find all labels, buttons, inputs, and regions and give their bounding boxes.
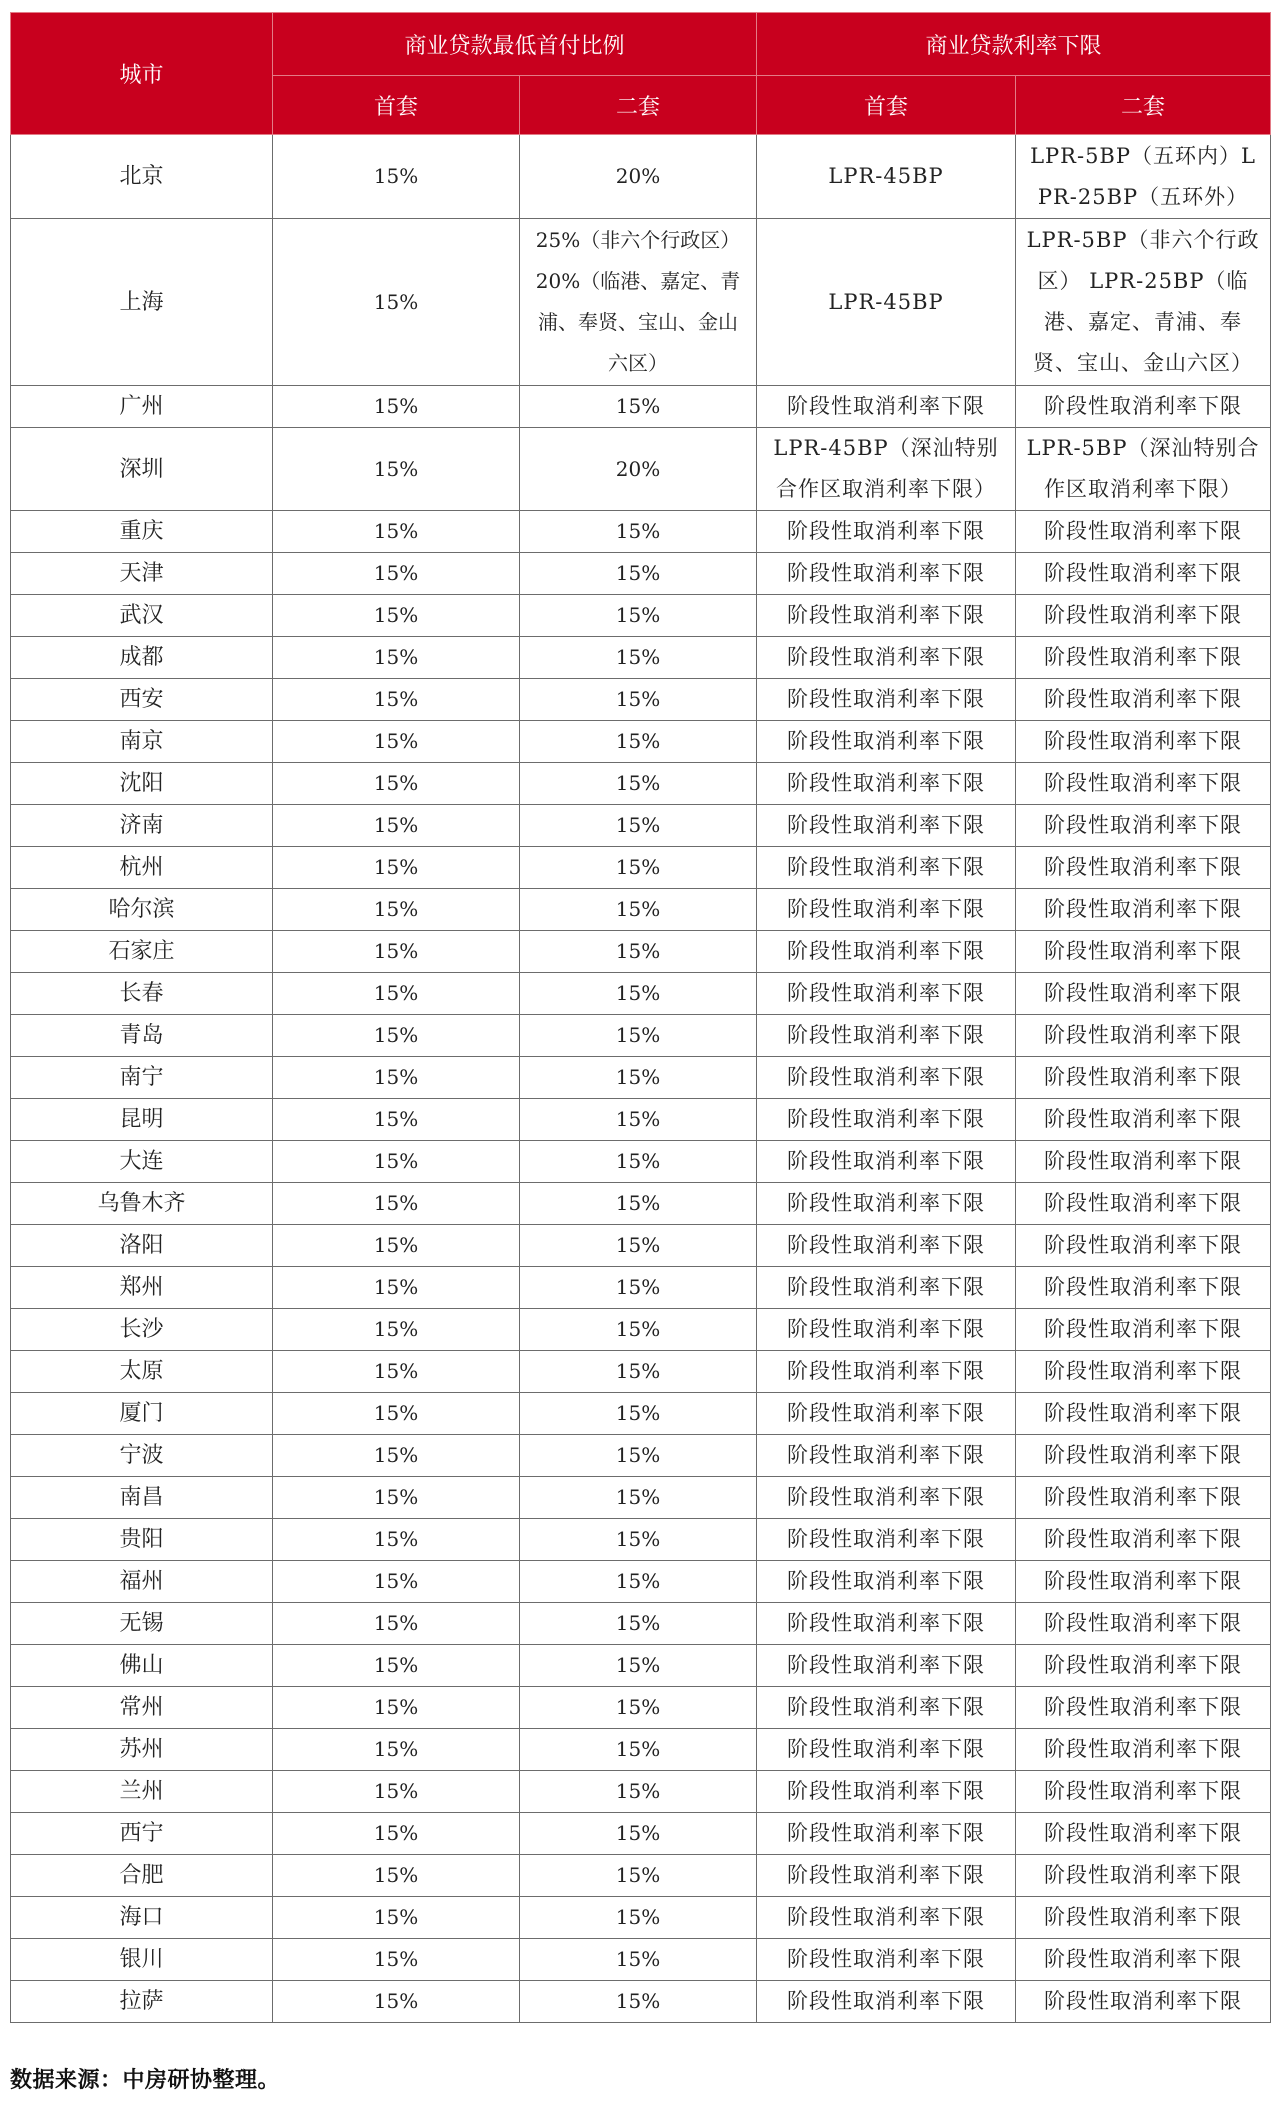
- cell-city: 宁波: [11, 1435, 273, 1477]
- header-dp-second: 二套: [520, 76, 757, 135]
- cell-down-payment-first: 15%: [273, 721, 520, 763]
- cell-rate-second: 阶段性取消利率下限: [1016, 1897, 1271, 1939]
- cell-down-payment-first: 15%: [273, 1393, 520, 1435]
- table-row: [11, 1561, 1271, 1603]
- cell-city: 西安: [11, 679, 273, 721]
- cell-down-payment-first: 15%: [273, 1561, 520, 1603]
- cell-city: 银川: [11, 1939, 273, 1981]
- cell-city: 福州: [11, 1561, 273, 1603]
- cell-city: 青岛: [11, 1015, 273, 1057]
- cell-rate-first: 阶段性取消利率下限: [757, 1897, 1016, 1939]
- cell-rate-first: 阶段性取消利率下限: [757, 1729, 1016, 1771]
- cell-down-payment-first: 15%: [273, 1351, 520, 1393]
- cell-rate-first: LPR-45BP: [757, 219, 1016, 386]
- cell-rate-second: 阶段性取消利率下限: [1016, 1771, 1271, 1813]
- cell-city: 拉萨: [11, 1981, 273, 2023]
- cell-rate-second: 阶段性取消利率下限: [1016, 1015, 1271, 1057]
- cell-rate-first: 阶段性取消利率下限: [757, 889, 1016, 931]
- cell-down-payment-second: 15%: [520, 1393, 757, 1435]
- cell-down-payment-second: 15%: [520, 1645, 757, 1687]
- cell-down-payment-first: 15%: [273, 135, 520, 219]
- cell-city: 石家庄: [11, 931, 273, 973]
- cell-city: 南昌: [11, 1477, 273, 1519]
- header-down-payment-group: 商业贷款最低首付比例: [273, 13, 757, 76]
- cell-down-payment-first: 15%: [273, 973, 520, 1015]
- table-row: [11, 219, 1271, 386]
- cell-city: 杭州: [11, 847, 273, 889]
- cell-city: 苏州: [11, 1729, 273, 1771]
- cell-rate-first: 阶段性取消利率下限: [757, 1477, 1016, 1519]
- cell-rate-first: 阶段性取消利率下限: [757, 1267, 1016, 1309]
- cell-down-payment-second: 25%（非六个行政区）20%（临港、嘉定、青浦、奉贤、宝山、金山六区）: [520, 219, 757, 386]
- table-row: [11, 1477, 1271, 1519]
- cell-rate-second: 阶段性取消利率下限: [1016, 1813, 1271, 1855]
- cell-down-payment-second: 15%: [520, 1435, 757, 1477]
- table-row: [11, 428, 1271, 511]
- cell-down-payment-first: 15%: [273, 1981, 520, 2023]
- header-rate-first: 首套: [757, 76, 1016, 135]
- cell-rate-second: 阶段性取消利率下限: [1016, 637, 1271, 679]
- cell-down-payment-first: 15%: [273, 1477, 520, 1519]
- table-row: [11, 637, 1271, 679]
- cell-down-payment-second: 15%: [520, 1225, 757, 1267]
- cell-rate-second: 阶段性取消利率下限: [1016, 1855, 1271, 1897]
- cell-rate-second: 阶段性取消利率下限: [1016, 553, 1271, 595]
- cell-down-payment-first: 15%: [273, 1813, 520, 1855]
- cell-rate-first: 阶段性取消利率下限: [757, 763, 1016, 805]
- cell-down-payment-first: 15%: [273, 1897, 520, 1939]
- table-row: [11, 135, 1271, 219]
- cell-down-payment-first: 15%: [273, 219, 520, 386]
- cell-rate-second: 阶段性取消利率下限: [1016, 931, 1271, 973]
- cell-rate-first: 阶段性取消利率下限: [757, 931, 1016, 973]
- cell-down-payment-second: 15%: [520, 931, 757, 973]
- cell-down-payment-first: 15%: [273, 1015, 520, 1057]
- table-row: [11, 1771, 1271, 1813]
- cell-city: 贵阳: [11, 1519, 273, 1561]
- cell-rate-first: 阶段性取消利率下限: [757, 1099, 1016, 1141]
- cell-rate-first: 阶段性取消利率下限: [757, 1015, 1016, 1057]
- cell-rate-second: 阶段性取消利率下限: [1016, 1939, 1271, 1981]
- cell-down-payment-second: 15%: [520, 889, 757, 931]
- cell-down-payment-first: 15%: [273, 511, 520, 553]
- cell-rate-first: 阶段性取消利率下限: [757, 1519, 1016, 1561]
- cell-city: 南宁: [11, 1057, 273, 1099]
- cell-rate-second: 阶段性取消利率下限: [1016, 721, 1271, 763]
- table-row: [11, 721, 1271, 763]
- cell-rate-second: 阶段性取消利率下限: [1016, 511, 1271, 553]
- cell-city: 长春: [11, 973, 273, 1015]
- cell-city: 重庆: [11, 511, 273, 553]
- table-row: [11, 1687, 1271, 1729]
- cell-rate-second: 阶段性取消利率下限: [1016, 1267, 1271, 1309]
- cell-down-payment-second: 15%: [520, 1981, 757, 2023]
- cell-rate-first: 阶段性取消利率下限: [757, 1645, 1016, 1687]
- cell-rate-first: 阶段性取消利率下限: [757, 386, 1016, 428]
- table-row: [11, 1267, 1271, 1309]
- table-row: [11, 595, 1271, 637]
- cell-rate-first: 阶段性取消利率下限: [757, 973, 1016, 1015]
- cell-down-payment-first: 15%: [273, 1939, 520, 1981]
- cell-city: 兰州: [11, 1771, 273, 1813]
- table-row: [11, 386, 1271, 428]
- cell-city: 哈尔滨: [11, 889, 273, 931]
- cell-rate-second: 阶段性取消利率下限: [1016, 889, 1271, 931]
- table-row: [11, 1519, 1271, 1561]
- table-row: [11, 805, 1271, 847]
- cell-rate-second: 阶段性取消利率下限: [1016, 1141, 1271, 1183]
- cell-city: 南京: [11, 721, 273, 763]
- table-row: [11, 1183, 1271, 1225]
- cell-city: 深圳: [11, 428, 273, 511]
- cell-down-payment-second: 15%: [520, 1729, 757, 1771]
- cell-down-payment-first: 15%: [273, 1267, 520, 1309]
- cell-down-payment-second: 15%: [520, 1015, 757, 1057]
- cell-rate-second: 阶段性取消利率下限: [1016, 1477, 1271, 1519]
- header-rate-second: 二套: [1016, 76, 1271, 135]
- table-row: [11, 1141, 1271, 1183]
- cell-city: 成都: [11, 637, 273, 679]
- cell-rate-first: 阶段性取消利率下限: [757, 1687, 1016, 1729]
- cell-rate-second: LPR-5BP（深汕特别合作区取消利率下限）: [1016, 428, 1271, 511]
- cell-city: 济南: [11, 805, 273, 847]
- table-row: [11, 1099, 1271, 1141]
- cell-city: 沈阳: [11, 763, 273, 805]
- cell-rate-second: 阶段性取消利率下限: [1016, 1057, 1271, 1099]
- cell-rate-first: 阶段性取消利率下限: [757, 1183, 1016, 1225]
- cell-rate-second: 阶段性取消利率下限: [1016, 679, 1271, 721]
- cell-down-payment-second: 15%: [520, 595, 757, 637]
- cell-rate-second: 阶段性取消利率下限: [1016, 1435, 1271, 1477]
- cell-city: 常州: [11, 1687, 273, 1729]
- cell-city: 武汉: [11, 595, 273, 637]
- cell-rate-first: 阶段性取消利率下限: [757, 1813, 1016, 1855]
- cell-city: 海口: [11, 1897, 273, 1939]
- cell-rate-first: 阶段性取消利率下限: [757, 1981, 1016, 2023]
- cell-down-payment-first: 15%: [273, 1435, 520, 1477]
- cell-rate-second: 阶段性取消利率下限: [1016, 763, 1271, 805]
- data-source-note: 数据来源：中房研协整理。: [10, 2068, 281, 2093]
- cell-down-payment-second: 15%: [520, 763, 757, 805]
- cell-down-payment-second: 15%: [520, 1687, 757, 1729]
- cell-down-payment-second: 15%: [520, 637, 757, 679]
- cell-rate-first: LPR-45BP: [757, 135, 1016, 219]
- cell-down-payment-second: 15%: [520, 1351, 757, 1393]
- cell-down-payment-first: 15%: [273, 847, 520, 889]
- cell-down-payment-second: 15%: [520, 386, 757, 428]
- cell-rate-first: 阶段性取消利率下限: [757, 805, 1016, 847]
- cell-rate-first: 阶段性取消利率下限: [757, 1351, 1016, 1393]
- cell-down-payment-first: 15%: [273, 1729, 520, 1771]
- cell-down-payment-second: 15%: [520, 1771, 757, 1813]
- cell-down-payment-first: 15%: [273, 1057, 520, 1099]
- mortgage-policy-table: [10, 12, 1271, 2023]
- cell-down-payment-first: 15%: [273, 553, 520, 595]
- cell-city: 无锡: [11, 1603, 273, 1645]
- cell-rate-second: 阶段性取消利率下限: [1016, 1225, 1271, 1267]
- cell-rate-second: 阶段性取消利率下限: [1016, 1351, 1271, 1393]
- table-row: [11, 847, 1271, 889]
- cell-city: 合肥: [11, 1855, 273, 1897]
- cell-down-payment-second: 15%: [520, 679, 757, 721]
- cell-rate-second: 阶段性取消利率下限: [1016, 1183, 1271, 1225]
- cell-down-payment-first: 15%: [273, 386, 520, 428]
- cell-rate-second: 阶段性取消利率下限: [1016, 973, 1271, 1015]
- table-row: [11, 1015, 1271, 1057]
- table-row: [11, 1897, 1271, 1939]
- cell-down-payment-second: 15%: [520, 1561, 757, 1603]
- cell-down-payment-first: 15%: [273, 889, 520, 931]
- cell-down-payment-first: 15%: [273, 763, 520, 805]
- cell-rate-first: 阶段性取消利率下限: [757, 1435, 1016, 1477]
- cell-rate-second: 阶段性取消利率下限: [1016, 1687, 1271, 1729]
- cell-rate-second: 阶段性取消利率下限: [1016, 386, 1271, 428]
- cell-city: 北京: [11, 135, 273, 219]
- cell-rate-first: 阶段性取消利率下限: [757, 511, 1016, 553]
- table-row: [11, 511, 1271, 553]
- cell-down-payment-second: 15%: [520, 1813, 757, 1855]
- cell-down-payment-first: 15%: [273, 1519, 520, 1561]
- cell-rate-second: 阶段性取消利率下限: [1016, 1393, 1271, 1435]
- cell-down-payment-second: 15%: [520, 1477, 757, 1519]
- table-row: [11, 1813, 1271, 1855]
- cell-rate-second: 阶段性取消利率下限: [1016, 1561, 1271, 1603]
- cell-rate-first: 阶段性取消利率下限: [757, 847, 1016, 889]
- cell-rate-first: LPR-45BP（深汕特别合作区取消利率下限）: [757, 428, 1016, 511]
- table-row: [11, 1855, 1271, 1897]
- table-row: [11, 889, 1271, 931]
- cell-rate-second: 阶段性取消利率下限: [1016, 1729, 1271, 1771]
- cell-rate-second: 阶段性取消利率下限: [1016, 1981, 1271, 2023]
- cell-city: 郑州: [11, 1267, 273, 1309]
- table-row: [11, 1393, 1271, 1435]
- cell-down-payment-second: 15%: [520, 1519, 757, 1561]
- cell-down-payment-second: 15%: [520, 1855, 757, 1897]
- table-row: [11, 973, 1271, 1015]
- cell-city: 上海: [11, 219, 273, 386]
- policy-table-container: [10, 12, 1270, 2023]
- cell-down-payment-first: 15%: [273, 1225, 520, 1267]
- cell-down-payment-first: 15%: [273, 1855, 520, 1897]
- table-row: [11, 1225, 1271, 1267]
- cell-down-payment-first: 15%: [273, 428, 520, 511]
- cell-rate-first: 阶段性取消利率下限: [757, 1393, 1016, 1435]
- cell-rate-second: 阶段性取消利率下限: [1016, 1645, 1271, 1687]
- table-row: [11, 1981, 1271, 2023]
- cell-down-payment-second: 15%: [520, 805, 757, 847]
- cell-down-payment-second: 15%: [520, 1057, 757, 1099]
- cell-rate-first: 阶段性取消利率下限: [757, 1057, 1016, 1099]
- cell-down-payment-first: 15%: [273, 1309, 520, 1351]
- cell-rate-first: 阶段性取消利率下限: [757, 1141, 1016, 1183]
- cell-rate-first: 阶段性取消利率下限: [757, 637, 1016, 679]
- table-row: [11, 763, 1271, 805]
- cell-city: 乌鲁木齐: [11, 1183, 273, 1225]
- cell-rate-first: 阶段性取消利率下限: [757, 1771, 1016, 1813]
- cell-rate-first: 阶段性取消利率下限: [757, 1603, 1016, 1645]
- cell-down-payment-second: 15%: [520, 1897, 757, 1939]
- cell-down-payment-first: 15%: [273, 679, 520, 721]
- cell-down-payment-second: 15%: [520, 721, 757, 763]
- cell-down-payment-second: 15%: [520, 1939, 757, 1981]
- cell-down-payment-first: 15%: [273, 1687, 520, 1729]
- cell-city: 佛山: [11, 1645, 273, 1687]
- cell-city: 厦门: [11, 1393, 273, 1435]
- cell-rate-second: LPR-5BP（五环内）LPR-25BP（五环外）: [1016, 135, 1271, 219]
- cell-rate-first: 阶段性取消利率下限: [757, 1225, 1016, 1267]
- cell-down-payment-first: 15%: [273, 637, 520, 679]
- cell-rate-second: 阶段性取消利率下限: [1016, 595, 1271, 637]
- cell-city: 广州: [11, 386, 273, 428]
- cell-down-payment-first: 15%: [273, 1141, 520, 1183]
- cell-down-payment-first: 15%: [273, 1099, 520, 1141]
- header-rate-group: 商业贷款利率下限: [757, 13, 1271, 76]
- cell-rate-first: 阶段性取消利率下限: [757, 1309, 1016, 1351]
- cell-city: 长沙: [11, 1309, 273, 1351]
- cell-down-payment-first: 15%: [273, 1603, 520, 1645]
- cell-city: 太原: [11, 1351, 273, 1393]
- cell-rate-first: 阶段性取消利率下限: [757, 679, 1016, 721]
- cell-rate-second: 阶段性取消利率下限: [1016, 1603, 1271, 1645]
- cell-city: 大连: [11, 1141, 273, 1183]
- cell-down-payment-second: 15%: [520, 1309, 757, 1351]
- table-row: [11, 1309, 1271, 1351]
- cell-rate-first: 阶段性取消利率下限: [757, 1855, 1016, 1897]
- table-row: [11, 1057, 1271, 1099]
- cell-down-payment-second: 15%: [520, 847, 757, 889]
- cell-down-payment-first: 15%: [273, 1771, 520, 1813]
- table-header: [11, 13, 1271, 135]
- cell-down-payment-second: 15%: [520, 1099, 757, 1141]
- cell-city: 昆明: [11, 1099, 273, 1141]
- table-row: [11, 1939, 1271, 1981]
- cell-down-payment-second: 15%: [520, 553, 757, 595]
- table-row: [11, 1351, 1271, 1393]
- table-row: [11, 1645, 1271, 1687]
- cell-down-payment-second: 15%: [520, 973, 757, 1015]
- header-city: 城市: [11, 13, 273, 135]
- cell-rate-second: 阶段性取消利率下限: [1016, 805, 1271, 847]
- cell-rate-first: 阶段性取消利率下限: [757, 1561, 1016, 1603]
- cell-down-payment-second: 15%: [520, 1267, 757, 1309]
- cell-down-payment-second: 20%: [520, 428, 757, 511]
- cell-down-payment-first: 15%: [273, 595, 520, 637]
- cell-rate-second: 阶段性取消利率下限: [1016, 1519, 1271, 1561]
- cell-rate-second: LPR-5BP（非六个行政区） LPR-25BP（临港、嘉定、青浦、奉贤、宝山、金山六区）: [1016, 219, 1271, 386]
- table-row: [11, 1603, 1271, 1645]
- cell-down-payment-first: 15%: [273, 931, 520, 973]
- cell-rate-second: 阶段性取消利率下限: [1016, 1099, 1271, 1141]
- cell-rate-first: 阶段性取消利率下限: [757, 1939, 1016, 1981]
- cell-rate-first: 阶段性取消利率下限: [757, 721, 1016, 763]
- cell-down-payment-second: 20%: [520, 135, 757, 219]
- table-row: [11, 553, 1271, 595]
- cell-rate-first: 阶段性取消利率下限: [757, 595, 1016, 637]
- table-row: [11, 1435, 1271, 1477]
- cell-down-payment-first: 15%: [273, 805, 520, 847]
- cell-down-payment-first: 15%: [273, 1183, 520, 1225]
- cell-down-payment-first: 15%: [273, 1645, 520, 1687]
- cell-rate-first: 阶段性取消利率下限: [757, 553, 1016, 595]
- cell-city: 天津: [11, 553, 273, 595]
- header-row-groups: [11, 13, 1271, 76]
- table-body: [11, 135, 1271, 2023]
- cell-down-payment-second: 15%: [520, 1141, 757, 1183]
- cell-city: 西宁: [11, 1813, 273, 1855]
- table-row: [11, 679, 1271, 721]
- cell-down-payment-second: 15%: [520, 1183, 757, 1225]
- table-row: [11, 931, 1271, 973]
- cell-rate-second: 阶段性取消利率下限: [1016, 1309, 1271, 1351]
- table-row: [11, 1729, 1271, 1771]
- cell-down-payment-second: 15%: [520, 1603, 757, 1645]
- cell-rate-second: 阶段性取消利率下限: [1016, 847, 1271, 889]
- header-dp-first: 首套: [273, 76, 520, 135]
- cell-city: 洛阳: [11, 1225, 273, 1267]
- cell-down-payment-second: 15%: [520, 511, 757, 553]
